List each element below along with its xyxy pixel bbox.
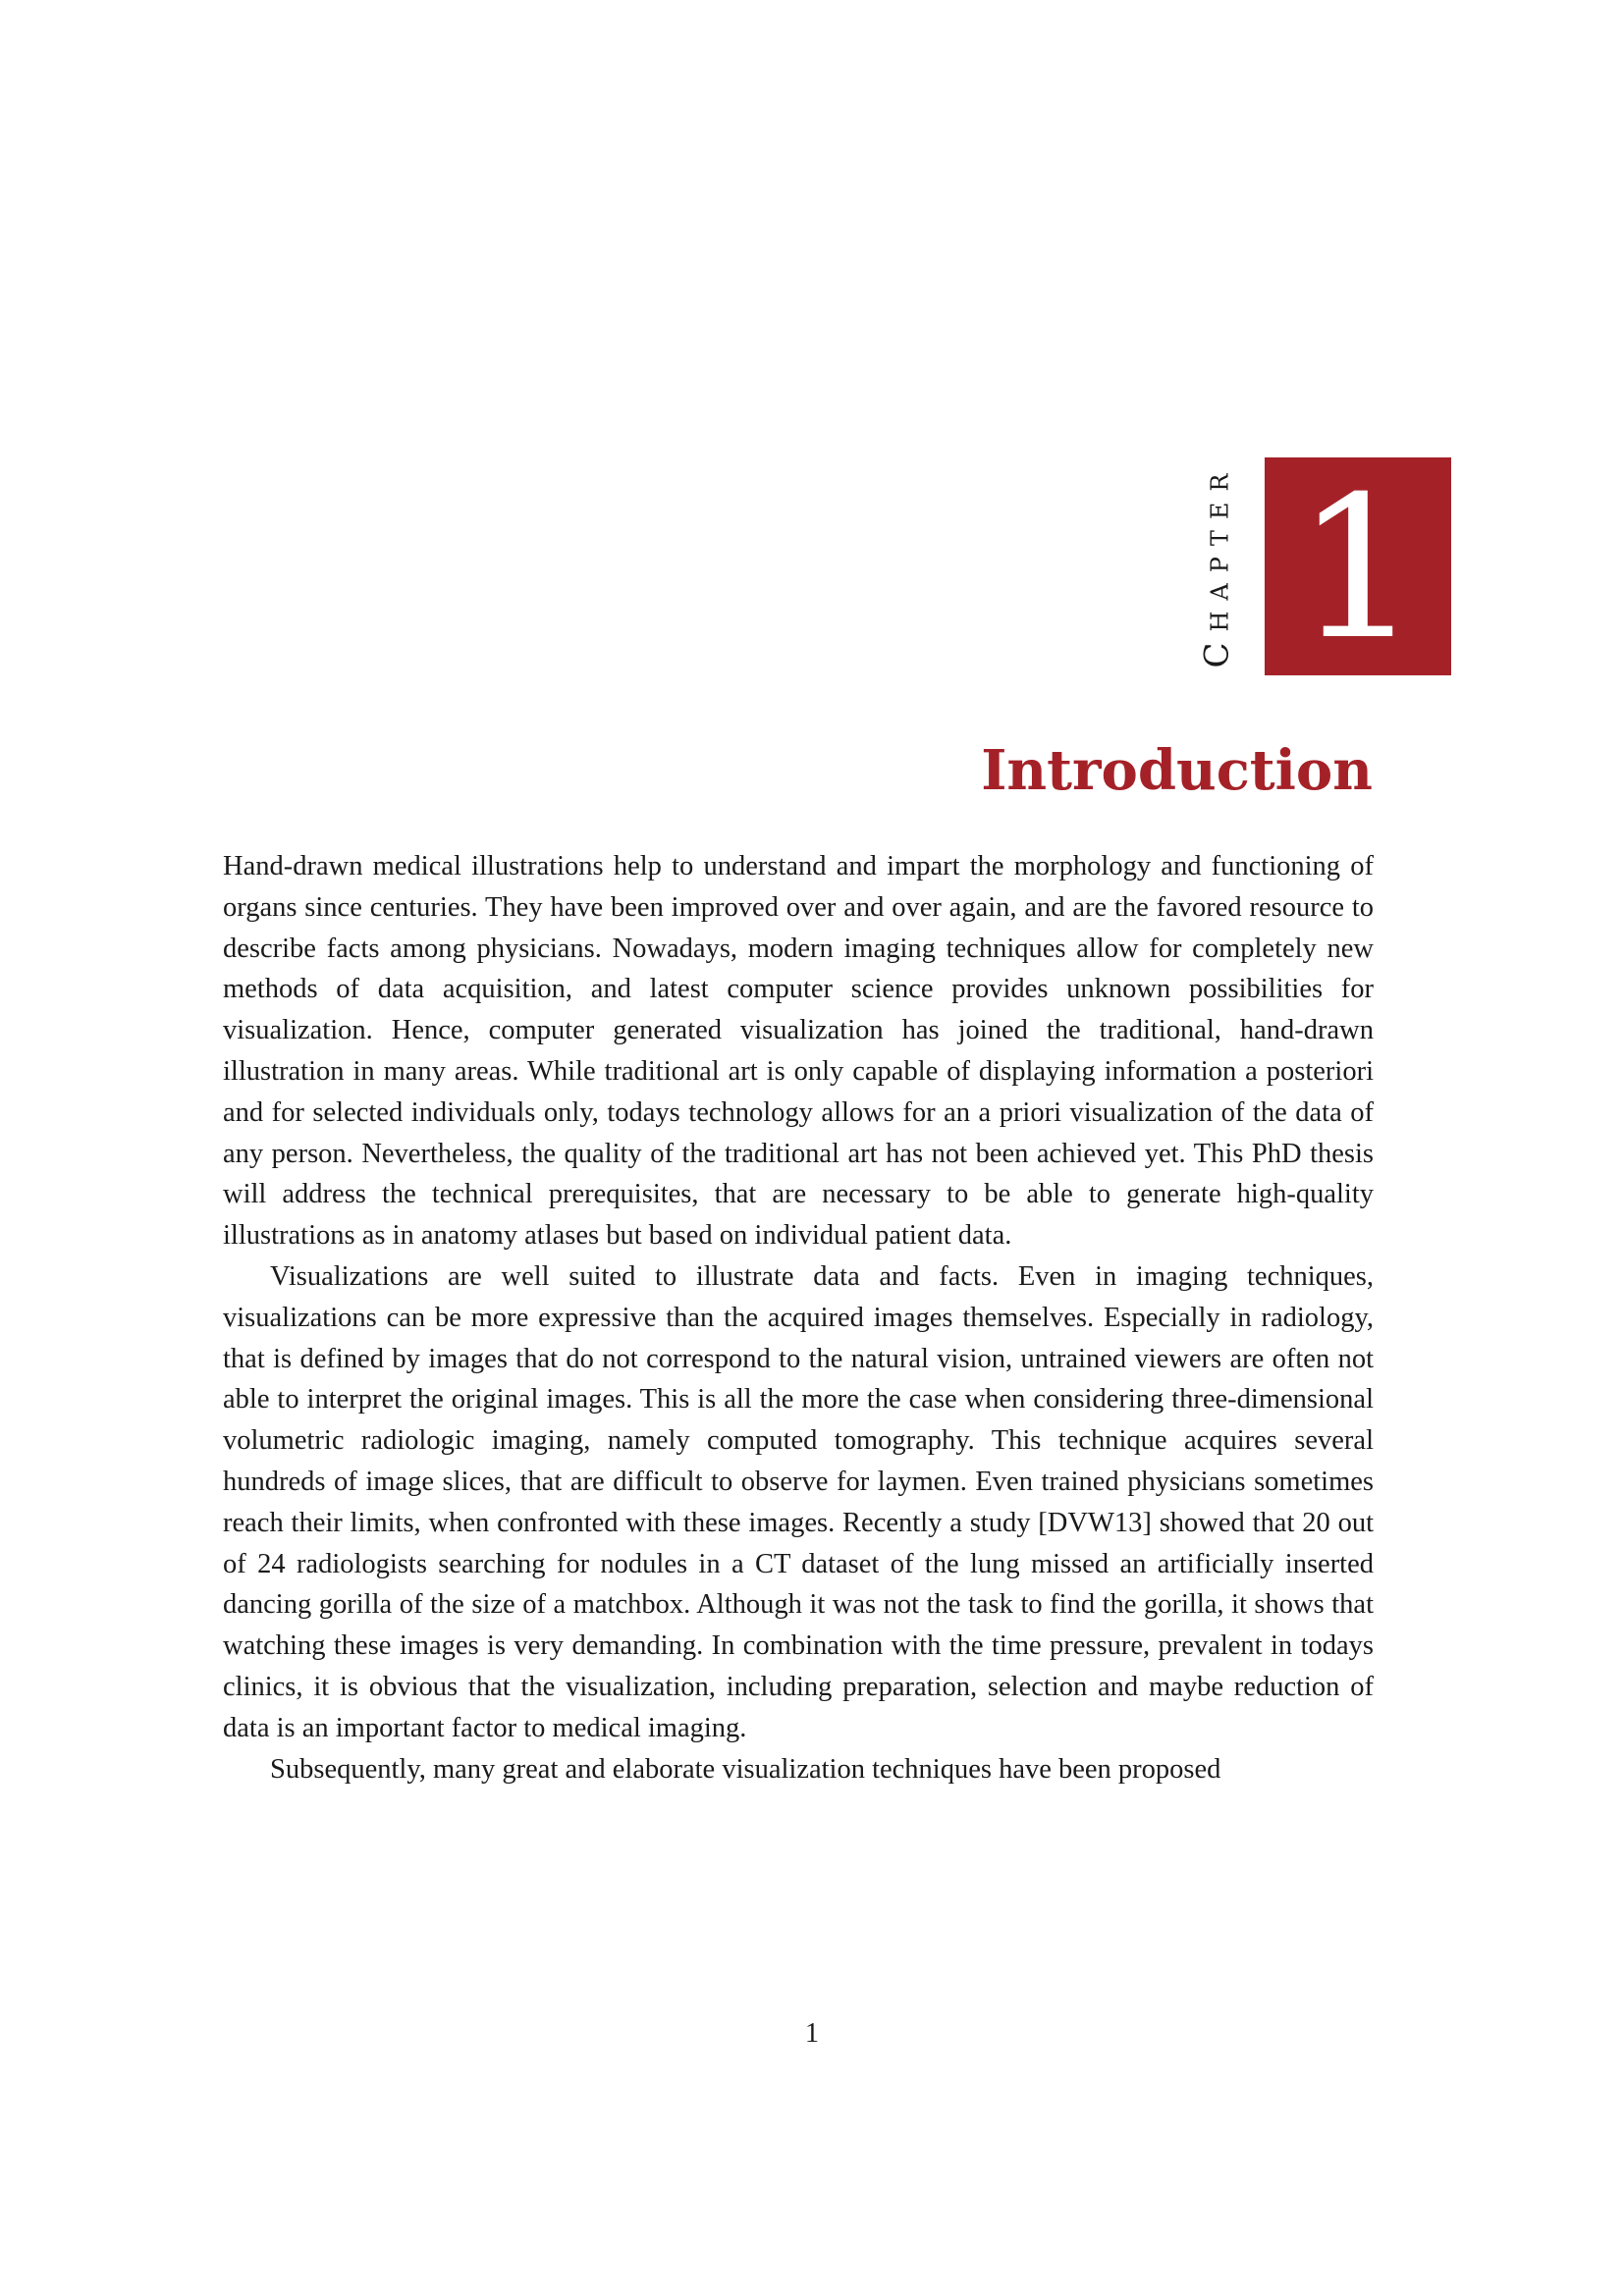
chapter-number-box: [1265, 454, 1451, 683]
page-number: 1: [804, 2018, 820, 2049]
paragraph: Hand-drawn medical illustrations help to understand and impart the morphology and functioning of organs since centuries. They have been improved over and over again, and are the favored resource to describe facts among physicians. Nowadays, modern imaging techniques allow for completely new methods of data acquisition, and latest computer science provides unknown possibilities for visualization. Hence, computer generated visualization has joined the traditional, hand-drawn illustration in many areas. While traditional art is only capable of displaying information a posteriori and for selected individuals only, todays technology allows for an a priori visualization of the data of any person. Nevertheless, the quality of the traditional art has not been achieved yet. This PhD thesis will address the technical prerequisites, that are necessary to be able to generate high-quality illustrations as in anatomy atlases but based on individual patient data.: [223, 851, 1374, 1252]
chapter-label-text: Chapter: [1198, 462, 1237, 668]
chapter-label: [1198, 452, 1237, 679]
paragraph: Subsequently, many great and elaborate visualization techniques have been proposed: [270, 1753, 1221, 1785]
paragraph: Visualizations are well suited to illustrate data and facts. Even in imaging techniques, visualizations can be more expressive than the acquired images themselves. Especially in radiology, that is defined by images that do not correspond to the natural vision, untrained viewers are often not able to interpret the original images. This is all the more the case when considering three-dimensional volumetric radiologic imaging, namely computed tomography. This technique acquires several hundreds of image slices, that are difficult to observe for laymen. Even trained physicians sometimes reach their limits, when confronted with these images. Recently a study [DVW13] showed that 20 out of 24 radiologists searching for nodules in a CT dataset of the lung missed an artificially inserted dancing gorilla of the size of a matchbox. Although it was not the task to find the gorilla, it shows that watching these images is very demanding. In combination with the time pressure, prevalent in todays clinics, it is obvious that the visualization, including preparation, selection and maybe reduction of data is an important factor to medical imaging.: [223, 1260, 1374, 1743]
body-text: [223, 846, 1374, 1789]
chapter-number: 1: [1295, 454, 1421, 683]
chapter-title: Introduction: [981, 738, 1373, 803]
